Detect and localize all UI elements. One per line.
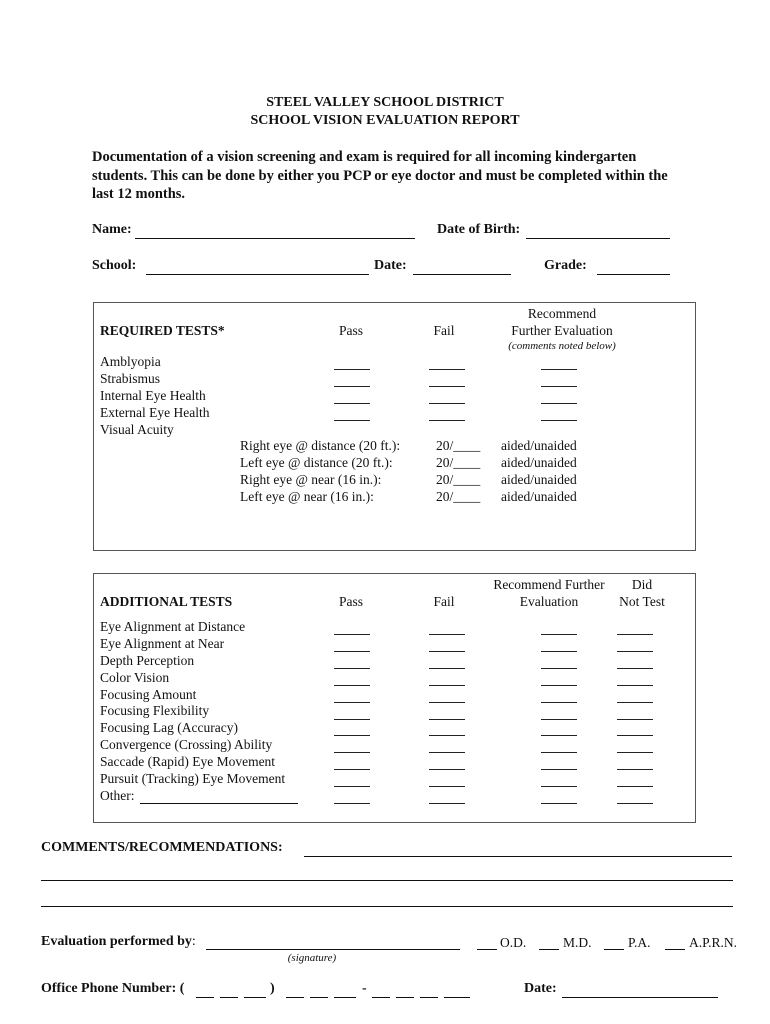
comments-label: COMMENTS/RECOMMENDATIONS: <box>41 840 283 855</box>
office-date-label: Date: <box>524 981 557 996</box>
additional-recommend-blank[interactable] <box>541 786 577 787</box>
additional-recommend-blank[interactable] <box>541 668 577 669</box>
additional-pass-blank[interactable] <box>334 735 370 736</box>
required-recommend-blank[interactable] <box>541 420 577 421</box>
required-test-item: Strabismus <box>100 370 161 386</box>
acuity-note[interactable]: aided/unaided <box>501 438 577 453</box>
additional-col-recommend: Recommend Further <box>493 577 605 592</box>
additional-fail-blank[interactable] <box>429 735 465 736</box>
intro-paragraph: Documentation of a vision screening and exam is required for all incoming kindergarten students. This can be done by either you PCP or eye doctor and must be completed within the last 12 months. <box>92 149 668 202</box>
required-col-pass: Pass <box>338 323 363 338</box>
acuity-label: Right eye @ near (16 in.): <box>240 471 382 487</box>
additional-test-item: Color Vision <box>100 669 170 685</box>
additional-fail-blank[interactable] <box>429 651 465 652</box>
additional-recommend-blank[interactable] <box>541 735 577 736</box>
phone-prefix-3[interactable] <box>334 997 356 998</box>
required-tests-heading: REQUIRED TESTS* <box>100 323 225 338</box>
required-fail-blank[interactable] <box>429 386 465 387</box>
additional-did-not-test-blank[interactable] <box>617 735 653 736</box>
office-phone-label: Office Phone Number: ( <box>41 981 185 996</box>
additional-did-not-test-blank[interactable] <box>617 685 653 686</box>
additional-pass-blank[interactable] <box>334 702 370 703</box>
additional-did-not-test-blank[interactable] <box>617 752 653 753</box>
od-label: O.D. <box>500 935 527 950</box>
additional-recommend-blank[interactable] <box>541 685 577 686</box>
additional-recommend-blank[interactable] <box>541 803 577 804</box>
other-test-line[interactable] <box>140 803 298 804</box>
name-label: Name: <box>92 222 132 237</box>
acuity-notes <box>501 438 577 506</box>
acuity-label: Left eye @ distance (20 ft.): <box>240 454 393 470</box>
additional-col-did: Did <box>631 577 653 592</box>
required-test-item: Visual Acuity <box>100 421 174 437</box>
date-field-line[interactable] <box>413 274 511 275</box>
additional-pass-blank[interactable] <box>334 651 370 652</box>
additional-fail-blank[interactable] <box>429 634 465 635</box>
additional-test-item: Focusing Amount <box>100 686 197 702</box>
date-label: Date: <box>374 258 407 273</box>
required-pass-blank[interactable] <box>334 420 370 421</box>
phone-line-3[interactable] <box>420 997 438 998</box>
acuity-value[interactable]: 20/____ <box>436 454 481 470</box>
additional-fail-blank[interactable] <box>429 702 465 703</box>
required-test-item: Internal Eye Health <box>100 387 206 403</box>
additional-recommend-blank[interactable] <box>541 634 577 635</box>
additional-col-pass: Pass <box>338 594 363 609</box>
additional-test-item: Focusing Lag (Accuracy) <box>100 720 238 736</box>
md-label: M.D. <box>563 935 592 950</box>
evaluation-label-row <box>41 934 196 950</box>
od-blank[interactable] <box>477 949 497 950</box>
acuity-note[interactable]: aided/unaided <box>501 488 577 504</box>
additional-recommend-blank[interactable] <box>541 752 577 753</box>
phone-close-paren: ) <box>270 981 275 996</box>
additional-did-not-test-blank[interactable] <box>617 651 653 652</box>
required-col-recommend: Recommend <box>527 306 597 321</box>
district-title: STEEL VALLEY SCHOOL DISTRICT <box>266 95 504 110</box>
required-tests-list <box>100 354 209 438</box>
school-label: School: <box>92 258 137 273</box>
additional-recommend-blank[interactable] <box>541 719 577 720</box>
additional-did-not-test-blank[interactable] <box>617 786 653 787</box>
aprn-label: A.P.R.N. <box>689 935 738 950</box>
additional-col-not-test: Not Test <box>619 594 665 609</box>
additional-fail-blank[interactable] <box>429 769 465 770</box>
additional-pass-blank[interactable] <box>334 803 370 804</box>
additional-pass-blank[interactable] <box>334 786 370 787</box>
additional-test-item: Eye Alignment at Distance <box>100 619 246 634</box>
additional-tests-list <box>100 619 285 805</box>
acuity-values[interactable] <box>436 438 480 506</box>
additional-fail-blank[interactable] <box>429 685 465 686</box>
comments-line-3[interactable] <box>41 906 733 907</box>
acuity-note[interactable]: aided/unaided <box>501 454 577 470</box>
additional-fail-blank[interactable] <box>429 668 465 669</box>
additional-test-item: Eye Alignment at Near <box>100 635 225 651</box>
additional-test-item: Depth Perception <box>100 652 195 668</box>
additional-did-not-test-blank[interactable] <box>617 702 653 703</box>
office-date-line[interactable] <box>562 997 718 998</box>
additional-col-evaluation: Evaluation <box>519 594 579 609</box>
phone-line-2[interactable] <box>396 997 414 998</box>
phone-line-1[interactable] <box>372 997 390 998</box>
acuity-label: Right eye @ distance (20 ft.): <box>240 438 401 453</box>
additional-test-item: Focusing Flexibility <box>100 703 210 719</box>
school-field-line[interactable] <box>146 274 369 275</box>
evaluation-colon: : <box>191 934 196 949</box>
required-recommend-blank[interactable] <box>541 369 577 370</box>
additional-fail-blank[interactable] <box>429 752 465 753</box>
phone-line-4[interactable] <box>444 997 470 998</box>
additional-pass-blank[interactable] <box>334 752 370 753</box>
required-pass-blank[interactable] <box>334 403 370 404</box>
phone-prefix-2[interactable] <box>310 997 328 998</box>
additional-did-not-test-blank[interactable] <box>617 803 653 804</box>
additional-did-not-test-blank[interactable] <box>617 634 653 635</box>
comments-line-1[interactable] <box>304 856 732 857</box>
acuity-value[interactable]: 20/____ <box>436 488 481 504</box>
evaluation-label: Evaluation performed by <box>41 934 192 949</box>
additional-tests-heading: ADDITIONAL TESTS <box>100 594 233 609</box>
required-recommend-blank[interactable] <box>541 386 577 387</box>
additional-pass-blank[interactable] <box>334 769 370 770</box>
additional-pass-blank[interactable] <box>334 685 370 686</box>
additional-did-not-test-blank[interactable] <box>617 769 653 770</box>
additional-fail-blank[interactable] <box>429 803 465 804</box>
additional-pass-blank[interactable] <box>334 668 370 669</box>
acuity-note[interactable]: aided/unaided <box>501 471 577 487</box>
required-fail-blank[interactable] <box>429 369 465 370</box>
required-col-further-evaluation: Further Evaluation <box>511 323 613 338</box>
additional-recommend-blank[interactable] <box>541 769 577 770</box>
acuity-label: Left eye @ near (16 in.): <box>240 488 374 504</box>
grade-label: Grade: <box>544 258 587 273</box>
additional-fail-blank[interactable] <box>429 719 465 720</box>
required-pass-blank[interactable] <box>334 386 370 387</box>
phone-prefix-1[interactable] <box>286 997 304 998</box>
signature-line[interactable] <box>206 949 460 950</box>
phone-area-2[interactable] <box>220 997 238 998</box>
required-pass-blank[interactable] <box>334 369 370 370</box>
dob-field-line[interactable] <box>526 238 670 239</box>
additional-test-item: Other: <box>100 787 135 803</box>
grade-field-line[interactable] <box>597 274 670 275</box>
additional-test-item: Convergence (Crossing) Ability <box>100 737 273 753</box>
required-test-item: External Eye Health <box>100 404 210 420</box>
additional-col-fail: Fail <box>433 594 455 609</box>
required-col-comments-note: (comments noted below) <box>508 340 616 352</box>
additional-pass-blank[interactable] <box>334 634 370 635</box>
additional-test-item: Pursuit (Tracking) Eye Movement <box>100 771 286 787</box>
additional-test-item: Saccade (Rapid) Eye Movement <box>100 754 276 770</box>
phone-area-3[interactable] <box>244 997 266 998</box>
dob-label: Date of Birth: <box>437 222 521 237</box>
additional-fail-blank[interactable] <box>429 786 465 787</box>
additional-did-not-test-blank[interactable] <box>617 668 653 669</box>
additional-did-not-test-blank[interactable] <box>617 719 653 720</box>
required-fail-blank[interactable] <box>429 403 465 404</box>
required-test-item: Amblyopia <box>100 354 161 369</box>
report-title: SCHOOL VISION EVALUATION REPORT <box>250 113 520 128</box>
pa-blank[interactable] <box>604 949 624 950</box>
additional-pass-blank[interactable] <box>334 719 370 720</box>
acuity-value[interactable]: 20/____ <box>436 471 481 487</box>
required-recommend-blank[interactable] <box>541 403 577 404</box>
additional-recommend-blank[interactable] <box>541 651 577 652</box>
comments-line-2[interactable] <box>41 880 733 881</box>
name-field-line[interactable] <box>135 238 415 239</box>
phone-area-1[interactable] <box>196 997 214 998</box>
required-fail-blank[interactable] <box>429 420 465 421</box>
acuity-value[interactable]: 20/____ <box>436 438 481 453</box>
aprn-blank[interactable] <box>665 949 685 950</box>
phone-hyphen: - <box>362 981 367 996</box>
required-col-fail: Fail <box>433 323 455 338</box>
md-blank[interactable] <box>539 949 559 950</box>
signature-note: (signature) <box>287 952 337 964</box>
additional-recommend-blank[interactable] <box>541 702 577 703</box>
acuity-labels <box>240 438 400 506</box>
pa-label: P.A. <box>628 935 651 950</box>
